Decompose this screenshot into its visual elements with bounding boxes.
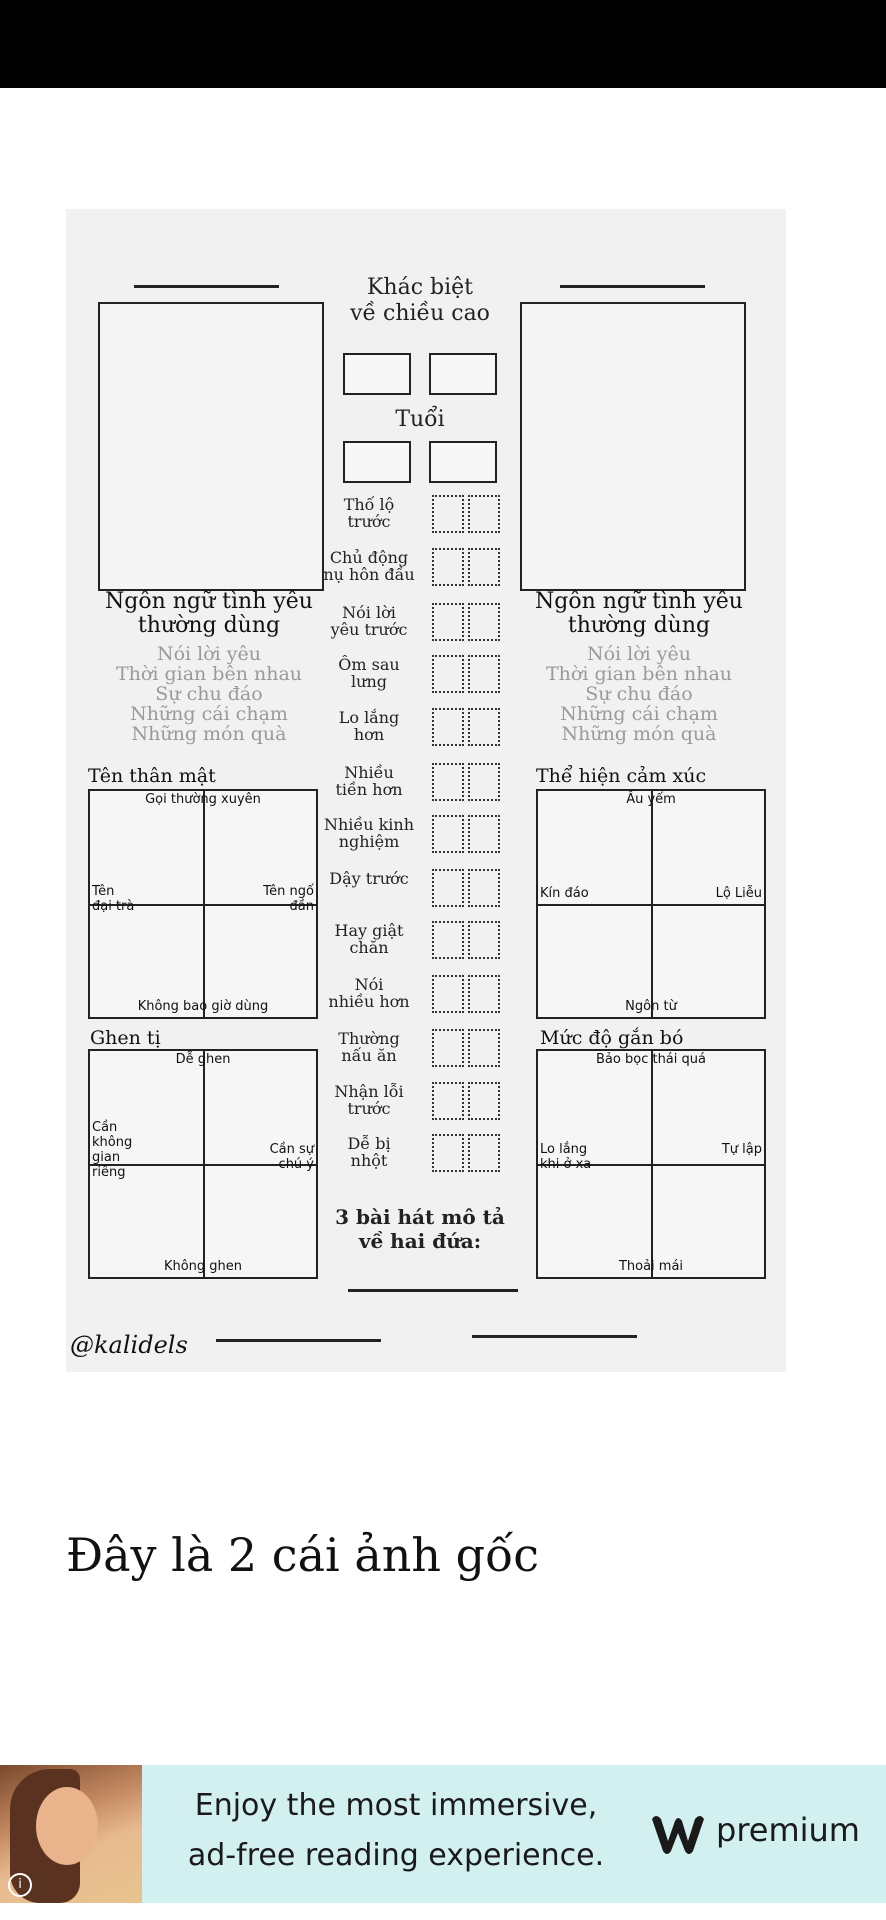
emotion-bottom-label: Ngôn từ	[625, 999, 677, 1015]
emotion-quadrant	[536, 789, 766, 1019]
answer-checkbox-right[interactable]	[468, 1082, 500, 1120]
answer-checkbox-right[interactable]	[468, 763, 500, 801]
question-label: Nhận lỗi trước	[334, 1082, 404, 1118]
love-language-item: Nói lời yêu	[156, 643, 262, 665]
ad-brand-label: premium	[716, 1811, 860, 1849]
jealousy-right-label: Cần sự chú ý	[269, 1142, 314, 1172]
answer-checkbox-right[interactable]	[468, 655, 500, 693]
photo-frame-right	[520, 302, 746, 591]
wattpad-w-icon	[648, 1811, 708, 1857]
name-line-right	[560, 285, 705, 288]
ad-text	[146, 1781, 646, 1881]
love-language-item: Những món quà	[561, 722, 717, 745]
premium-ad-banner[interactable]	[0, 1765, 886, 1903]
question-label: Thường nấu ăn	[338, 1029, 400, 1065]
attachment-quadrant	[536, 1049, 766, 1279]
question-label: Nói nhiều hơn	[328, 975, 410, 1011]
emotion-left-label: Kín đáo	[540, 886, 589, 901]
ad-line-1: Enjoy the most immersive,	[194, 1788, 598, 1823]
answer-checkbox-left[interactable]	[432, 655, 464, 693]
answer-checkbox-right[interactable]	[468, 815, 500, 853]
answer-checkbox-left[interactable]	[432, 975, 464, 1013]
answer-checkbox-left[interactable]	[432, 869, 464, 907]
answer-checkbox-left[interactable]	[432, 548, 464, 586]
songs-line	[348, 1289, 518, 1292]
emotion-title: Thể hiện cảm xúc	[536, 765, 707, 787]
answer-checkbox-left[interactable]	[432, 603, 464, 641]
attachment-top-label: Bảo bọc thái quá	[596, 1052, 706, 1067]
jealousy-top-label: Dễ ghen	[175, 1052, 231, 1067]
signature-watermark: @kalidels	[70, 1331, 188, 1359]
love-language-list-right	[514, 645, 764, 745]
nickname-top-label: Gọi thường xuyên	[145, 792, 261, 807]
love-language-item: Thời gian bên nhau	[115, 662, 303, 685]
love-language-item: Sự chu đáo	[155, 682, 263, 705]
bottom-line-left	[216, 1339, 381, 1342]
jealousy-title: Ghen tị	[90, 1027, 161, 1049]
question-label: Nói lời yêu trước	[330, 603, 408, 639]
emotion-right-label: Lộ Liễu	[715, 886, 762, 901]
attachment-left-label: Lo lắng khi ở xa	[540, 1142, 592, 1172]
answer-checkbox-left[interactable]	[432, 495, 464, 533]
answer-checkbox-left[interactable]	[432, 921, 464, 959]
answer-checkbox-left[interactable]	[432, 1082, 464, 1120]
name-line-left	[134, 285, 279, 288]
ad-line-2: ad-free reading experience.	[187, 1838, 605, 1873]
love-language-list-left	[84, 645, 334, 745]
top-status-bar	[0, 0, 886, 88]
answer-checkbox-left[interactable]	[432, 708, 464, 746]
photo-frame-left	[98, 302, 324, 591]
question-label: Nhiều tiền hơn	[335, 763, 403, 799]
bottom-line-right	[472, 1335, 637, 1338]
answer-checkbox-right[interactable]	[468, 708, 500, 746]
jealousy-bottom-label: Không ghen	[163, 1259, 243, 1275]
attachment-right-label: Tự lập	[721, 1142, 762, 1157]
height-box-left	[343, 353, 411, 395]
jealousy-left-label: Cần không gian riêng	[92, 1120, 133, 1180]
info-icon[interactable]: i	[8, 1873, 32, 1897]
love-language-item: Những món quà	[131, 722, 287, 745]
question-label: Chủ động nụ hôn đầu	[323, 548, 415, 584]
answer-checkbox-right[interactable]	[468, 495, 500, 533]
answer-checkbox-right[interactable]	[468, 975, 500, 1013]
couple-template-image[interactable]	[66, 209, 786, 1372]
question-label: Nhiều kinh nghiệm	[323, 815, 415, 851]
answer-checkbox-left[interactable]	[432, 1134, 464, 1172]
answer-checkbox-left[interactable]	[432, 763, 464, 801]
love-language-title-left: Ngôn ngữ tình yêu thường dùng	[105, 589, 313, 639]
answer-checkbox-right[interactable]	[468, 869, 500, 907]
answer-checkbox-right[interactable]	[468, 1134, 500, 1172]
attachment-title: Mức độ gắn bó	[540, 1027, 684, 1049]
love-language-item: Sự chu đáo	[585, 682, 693, 705]
answer-checkbox-right[interactable]	[468, 603, 500, 641]
jealousy-quadrant	[88, 1049, 318, 1279]
question-label: Hay giật chăn	[334, 921, 404, 957]
love-language-item: Thời gian bên nhau	[545, 662, 733, 685]
answer-checkbox-left[interactable]	[432, 815, 464, 853]
nickname-left-label: Tên đại trà	[92, 884, 135, 914]
answer-checkbox-right[interactable]	[468, 1029, 500, 1067]
age-title: Tuổi	[395, 407, 445, 432]
love-language-item: Những cái chạm	[130, 702, 288, 725]
question-label: Dễ bị nhột	[347, 1134, 391, 1170]
love-language-item: Nói lời yêu	[586, 643, 692, 665]
nickname-right-label: Tên ngố đần	[263, 884, 314, 914]
nickname-title: Tên thân mật	[88, 765, 216, 787]
question-label: Thố lộ trước	[343, 495, 395, 531]
age-box-left	[343, 441, 411, 483]
love-language-item: Những cái chạm	[560, 702, 718, 725]
answer-checkbox-right[interactable]	[468, 548, 500, 586]
height-box-right	[429, 353, 497, 395]
question-label: Dậy trước	[329, 869, 409, 888]
question-label: Ôm sau lưng	[338, 655, 400, 691]
answer-checkbox-left[interactable]	[432, 1029, 464, 1067]
nickname-bottom-label: Không bao giờ dùng	[137, 999, 269, 1015]
nickname-quadrant	[88, 789, 318, 1019]
height-difference-title: Khác biệt về chiều cao	[350, 275, 490, 327]
attachment-bottom-label: Thoải mái	[618, 1259, 684, 1275]
age-box-right	[429, 441, 497, 483]
love-language-title-right: Ngôn ngữ tình yêu thường dùng	[535, 589, 743, 639]
question-label: Lo lắng hơn	[338, 708, 400, 744]
emotion-top-label: Âu yếm	[626, 792, 676, 807]
answer-checkbox-right[interactable]	[468, 921, 500, 959]
songs-title: 3 bài hát mô tả về hai đứa:	[335, 1205, 505, 1253]
post-caption: Đây là 2 cái ảnh gốc	[66, 1528, 539, 1582]
